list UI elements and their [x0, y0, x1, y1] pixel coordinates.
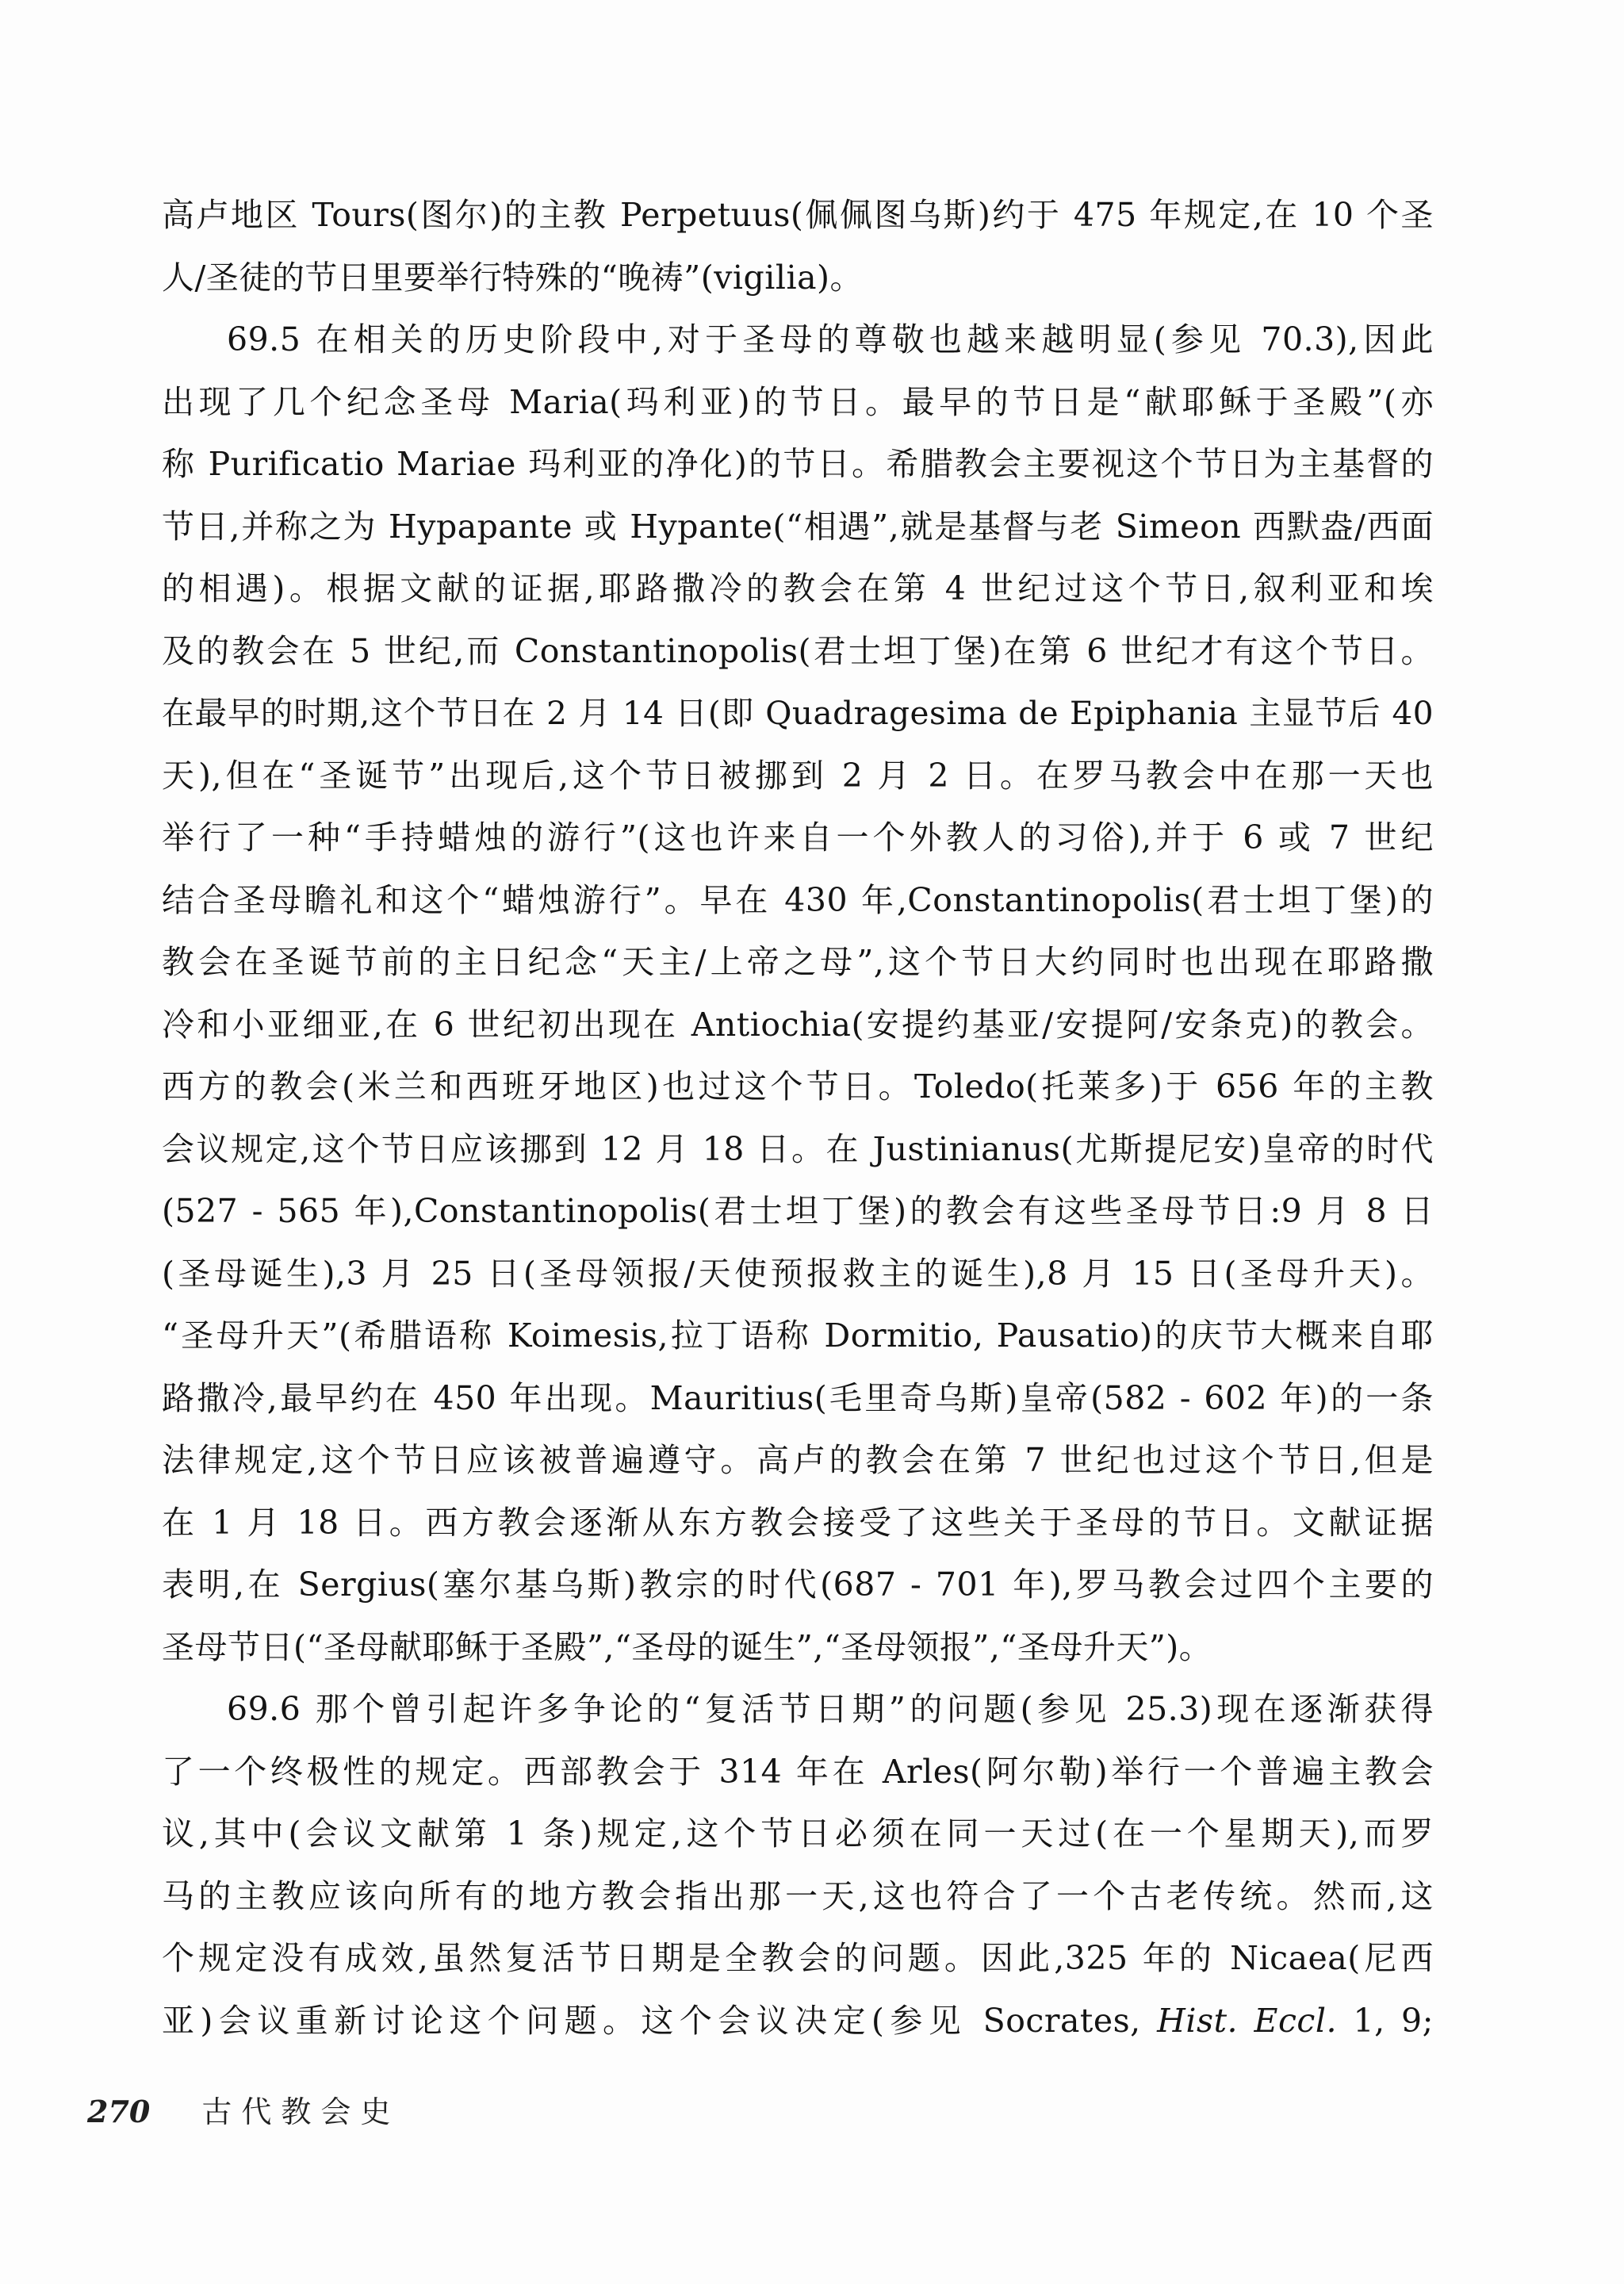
text-line: 节日,并称之为 Hypapante 或 Hypante(“相遇”,就是基督与老 Simeon 西默盎/西面	[162, 507, 1434, 546]
text-line: 结合圣母瞻礼和这个“蜡烛游行”。早在 430 年,Constantinopolis(君士坦丁堡)的	[162, 880, 1434, 919]
citation-hist: Hist.	[1157, 2001, 1239, 2040]
final-line-text: 亚)会议重新讨论这个问题。这个会议决定(参见 Socrates,	[162, 2001, 1141, 2040]
text-line: 教会在圣诞节前的主日纪念“天主/上帝之母”,这个节日大约同时也出现在耶路撒	[162, 943, 1434, 981]
text-line: 人/圣徒的节日里要举行特殊的“晚祷”(vigilia)。	[162, 258, 864, 297]
text-line: 出现了几个纪念圣母 Maria(玛利亚)的节日。最早的节日是“献耶稣于圣殿”(亦	[162, 382, 1434, 421]
text-line-final	[162, 1990, 1434, 2052]
section-69-5-start: 69.5 在相关的历史阶段中,对于圣母的尊敬也越来越明显(参见 70.3),因此	[227, 320, 1434, 358]
text-line: 西方的教会(米兰和西班牙地区)也过这个节日。Toledo(托莱多)于 656 年的主教	[162, 1067, 1434, 1106]
citation-ref: 1, 9;	[1353, 2001, 1434, 2040]
text-line: 在 1 月 18 日。西方教会逐渐从东方教会接受了这些关于圣母的节日。文献证据	[162, 1503, 1434, 1542]
section-69-6-start: 69.6 那个曾引起许多争论的“复活节日期”的问题(参见 25.3)现在逐渐获得	[227, 1690, 1434, 1728]
text-line: 议,其中(会议文献第 1 条)规定,这个节日必须在同一天过(在一个星期天),而罗	[162, 1815, 1434, 1853]
text-line: 举行了一种“手持蜡烛的游行”(这也许来自一个外教人的习俗),并于 6 或 7 世纪	[162, 818, 1434, 856]
text-line: (圣母诞生),3 月 25 日(圣母领报/天使预报救主的诞生),8 月 15 日(圣母升天)。	[162, 1254, 1434, 1293]
text-line: 个规定没有成效,虽然复活节日期是全教会的问题。因此,325 年的 Nicaea(尼西	[162, 1939, 1434, 1977]
text-line: “圣母升天”(希腊语称 Koimesis,拉丁语称 Dormitio, Pausatio)的庆节大概来自耶	[162, 1316, 1434, 1355]
text-line: 了一个终极性的规定。西部教会于 314 年在 Arles(阿尔勒)举行一个普遍主教会	[162, 1752, 1434, 1791]
text-line: 圣母节日(“圣母献耶稣于圣殿”,“圣母的诞生”,“圣母领报”,“圣母升天”)。	[162, 1627, 1212, 1666]
citation-eccl: Eccl.	[1254, 2001, 1338, 2040]
text-line: 的相遇)。根据文献的证据,耶路撒冷的教会在第 4 世纪过这个节日,叙利亚和埃	[162, 569, 1434, 607]
text-line: (527 - 565 年),Constantinopolis(君士坦丁堡)的教会有这些圣母节日:9 月 8 日	[162, 1192, 1434, 1230]
text-line: 法律规定,这个节日应该被普遍遵守。高卢的教会在第 7 世纪也过这个节日,但是	[162, 1441, 1434, 1479]
page-number: 270	[87, 2094, 151, 2129]
text-line: 冷和小亚细亚,在 6 世纪初出现在 Antiochia(安提约基亚/安提阿/安条克)的教会。	[162, 1005, 1434, 1044]
text-line: 及的教会在 5 世纪,而 Constantinopolis(君士坦丁堡)在第 6 世纪才有这个节日。	[162, 631, 1434, 670]
text-line: 在最早的时期,这个节日在 2 月 14 日(即 Quadragesima de Epiphania 主显节后 40	[162, 694, 1434, 732]
body-text	[162, 184, 1434, 2052]
text-line: 路撒冷,最早约在 450 年出现。Mauritius(毛里奇乌斯)皇帝(582 - 602 年)的一条	[162, 1378, 1434, 1417]
page-footer	[87, 2088, 400, 2136]
text-line: 马的主教应该向所有的地方教会指出那一天,这也符合了一个古老传统。然而,这	[162, 1876, 1434, 1915]
text-line: 称 Purificatio Mariae 玛利亚的净化)的节日。希腊教会主要视这个节日为主基督的	[162, 445, 1434, 483]
running-title: 古代教会史	[201, 2094, 400, 2129]
text-line: 表明,在 Sergius(塞尔基乌斯)教宗的时代(687 - 701 年),罗马教会过四个主要的	[162, 1565, 1434, 1604]
text-line: 会议规定,这个节日应该挪到 12 月 18 日。在 Justinianus(尤斯提尼安)皇帝的时代	[162, 1129, 1434, 1168]
text-line: 高卢地区 Tours(图尔)的主教 Perpetuus(佩佩图乌斯)约于 475 年规定,在 10 个圣	[162, 196, 1434, 234]
text-line: 天),但在“圣诞节”出现后,这个节日被挪到 2 月 2 日。在罗马教会中在那一天也	[162, 756, 1434, 795]
